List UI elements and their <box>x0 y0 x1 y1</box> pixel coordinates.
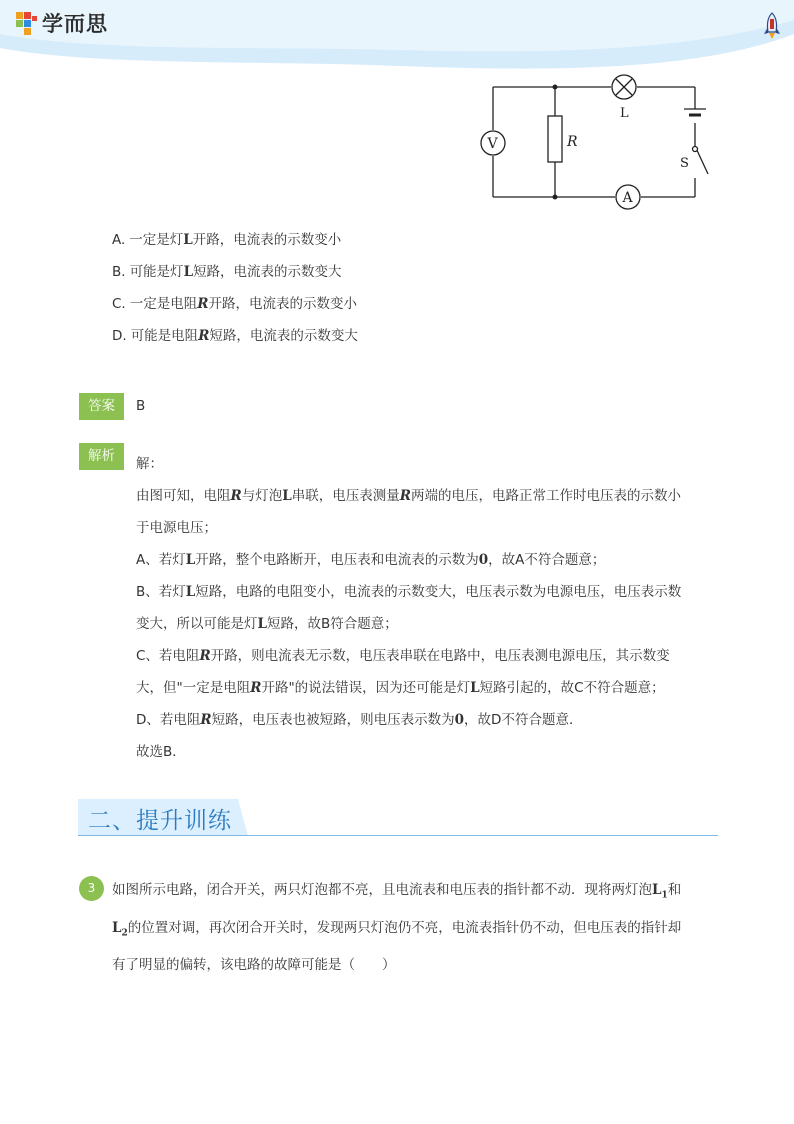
resistor-label: R <box>567 134 578 150</box>
section-heading <box>78 799 718 837</box>
question-text <box>112 874 712 981</box>
answer-options <box>112 229 358 357</box>
option-d: D. 可能是电阻R短路，电流表的示数变大 <box>112 328 358 344</box>
switch-label: S <box>680 156 689 171</box>
brand-logo <box>16 8 108 38</box>
analysis-line: 变大，所以可能是灯L短路，故B符合题意； <box>136 616 398 632</box>
question-line: 如图所示电路，闭合开关，两只灯泡都不亮，且电流表和电压表的指针都不动．现将两灯泡$L_1$和 <box>112 882 682 901</box>
analysis-line: 由图可知，电阻R与灯泡L串联，电压表测量R两端的电压，电路正常工作时电压表的示数小 <box>136 488 681 504</box>
analysis-line: C、若电阻R开路，则电流表无示数，电压表串联在电路中，电压表测电源电压，其示数变 <box>136 648 670 664</box>
answer-tag: 答案 <box>79 393 124 420</box>
circuit-diagram <box>470 66 730 216</box>
question-line: $L_2$的位置对调，再次闭合开关时，发现两只灯泡仍不亮，电流表指针仍不动，但电压表的指针却 <box>112 919 682 939</box>
question-number-badge: 3 <box>79 876 104 901</box>
option-b: B. 可能是灯L短路，电流表的示数变大 <box>112 264 342 280</box>
voltmeter-label: V <box>487 136 498 152</box>
analysis-line: A、若灯L开路，整个电路断开，电压表和电流表的示数为0，故A不符合题意； <box>136 552 606 568</box>
analysis-line: 故选B． <box>136 744 186 760</box>
ammeter-label: A <box>622 190 633 206</box>
rocket-icon <box>762 12 782 40</box>
section-underline <box>78 835 718 836</box>
analysis-text <box>136 448 706 768</box>
question-line: 有了明显的偏转，该电路的故障可能是（ ） <box>112 957 396 974</box>
analysis-line: B、若灯L短路，电路的电阻变小，电流表的示数变大，电压表示数为电源电压，电压表示数 <box>136 584 682 600</box>
colorful-tile-logo-icon <box>16 10 38 36</box>
analysis-line: 于电源电压； <box>136 520 217 536</box>
analysis-line: 大，但"一定是电阻R开路"的说法错误，因为还可能是灯L短路引起的，故C不符合题意； <box>136 680 665 696</box>
analysis-tag: 解析 <box>79 443 124 470</box>
option-a: A. 一定是灯L开路，电流表的示数变小 <box>112 232 342 248</box>
lamp-label: L <box>620 106 629 121</box>
analysis-line: 解： <box>136 456 163 472</box>
option-c: C. 一定是电阻R开路，电流表的示数变小 <box>112 296 357 312</box>
answer-value: B <box>136 398 146 414</box>
section-title: 二、提升训练 <box>88 808 232 834</box>
brand-name: 学而思 <box>42 12 108 36</box>
analysis-line: D、若电阻R短路，电压表也被短路，则电压表示数为0，故D不符合题意． <box>136 712 583 728</box>
